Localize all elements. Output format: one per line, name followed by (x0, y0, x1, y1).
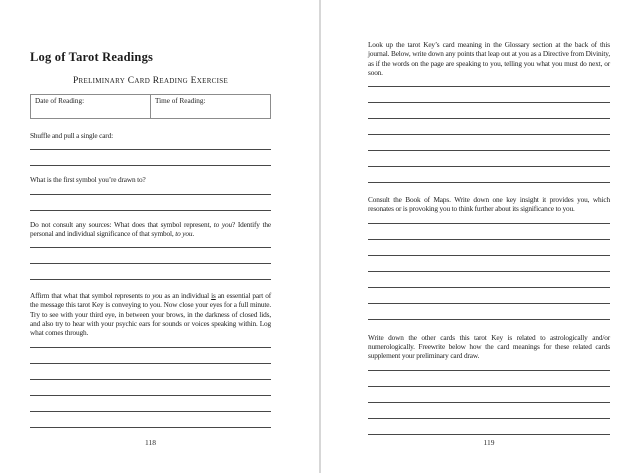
text-segment: to you (213, 219, 233, 229)
ruled-line (30, 396, 271, 412)
ruled-line (368, 288, 610, 304)
ruled-line (30, 150, 271, 166)
text-segment: to you (175, 228, 193, 238)
exercise-subtitle: Preliminary Card Reading Exercise (72, 76, 229, 86)
ruled-line (368, 240, 610, 256)
ruled-line (368, 151, 610, 167)
text-segment: is (211, 291, 216, 301)
ruled-lines-group (368, 208, 610, 320)
text-segment: an essential part of the message this tarot Key is conveying to you. Now close your eyes for a full minute. Try to see with your third eye, in between your brows, in the darkness of closed lids, and also try to hear with your psychic ears for sounds or voices speaking within. Log what comes through. (30, 291, 272, 338)
ruled-line (368, 419, 610, 435)
ruled-line (368, 224, 610, 240)
page-number-right: 119 (483, 438, 495, 447)
text-segment: Write down the other cards this tarot Key is related to astrologically and/or numerologically. Freewrite below how the card meanings for these related cards supplement your preliminary card draw. (368, 332, 610, 361)
section-affirm-message (30, 291, 271, 427)
meta-table-row (31, 95, 271, 119)
text-segment: as an individual (162, 291, 212, 301)
ruled-lines-group (368, 71, 610, 183)
text-segment: to you (144, 291, 163, 301)
text-segment: Affirm that what that symbol represents (30, 291, 145, 301)
text-segment: . (192, 228, 195, 238)
ruled-line (368, 256, 610, 272)
ruled-line (368, 87, 610, 103)
reading-meta-table (30, 94, 271, 119)
ruled-line (368, 135, 610, 151)
ruled-line (30, 364, 271, 380)
section-first-symbol (30, 175, 271, 210)
section-shuffle-card (30, 131, 271, 166)
ruled-line (30, 380, 271, 396)
date-of-reading-label: Date of Reading: (35, 97, 85, 105)
time-of-reading-cell (151, 95, 271, 119)
text-segment: Shuffle and pull a single card: (30, 131, 113, 140)
ruled-line (368, 119, 610, 135)
ruled-line (368, 103, 610, 119)
ruled-line (368, 167, 610, 183)
ruled-lines-group (368, 355, 610, 435)
ruled-lines-group (30, 332, 271, 428)
ruled-line (368, 304, 610, 320)
ruled-lines-group (30, 232, 271, 280)
section-symbol-meaning (30, 220, 271, 281)
ruled-line (368, 71, 610, 87)
section-glossary-lookup (368, 40, 610, 183)
prompt-book-of-maps (368, 195, 610, 214)
ruled-line (30, 348, 271, 364)
text-segment: Look up the tarot Key’s card meaning in the Glossary section at the back of this journal. Below, write down any points that leap out at you as a Directive from Divinity, as if the words on the page are speaking to you, telling you what you must do next, or soon. (368, 40, 610, 77)
text-segment: Consult the Book of Maps. Write down one key insight it provides you, which resonates or is provoking you to think further about its significance to you. (368, 195, 610, 214)
time-of-reading-label: Time of Reading: (155, 97, 206, 105)
text-segment: ? Identify the personal and individual significance of that symbol, (30, 219, 271, 238)
page-title: Log of Tarot Readings (30, 50, 154, 64)
ruled-line (30, 248, 271, 264)
ruled-line (30, 195, 271, 211)
ruled-line (368, 272, 610, 288)
ruled-line (368, 403, 610, 419)
ruled-line (368, 371, 610, 387)
date-of-reading-cell (31, 95, 151, 119)
ruled-line (30, 412, 271, 428)
ruled-line (30, 264, 271, 280)
section-related-cards (368, 333, 610, 435)
text-segment: What is the first symbol you’re drawn to? (30, 175, 146, 185)
section-book-of-maps (368, 195, 610, 320)
right-page (320, 0, 640, 473)
page-number-left: 118 (145, 438, 156, 447)
text-segment: Do not consult any sources: What does that symbol represent, (30, 219, 214, 229)
ruled-line (368, 387, 610, 403)
